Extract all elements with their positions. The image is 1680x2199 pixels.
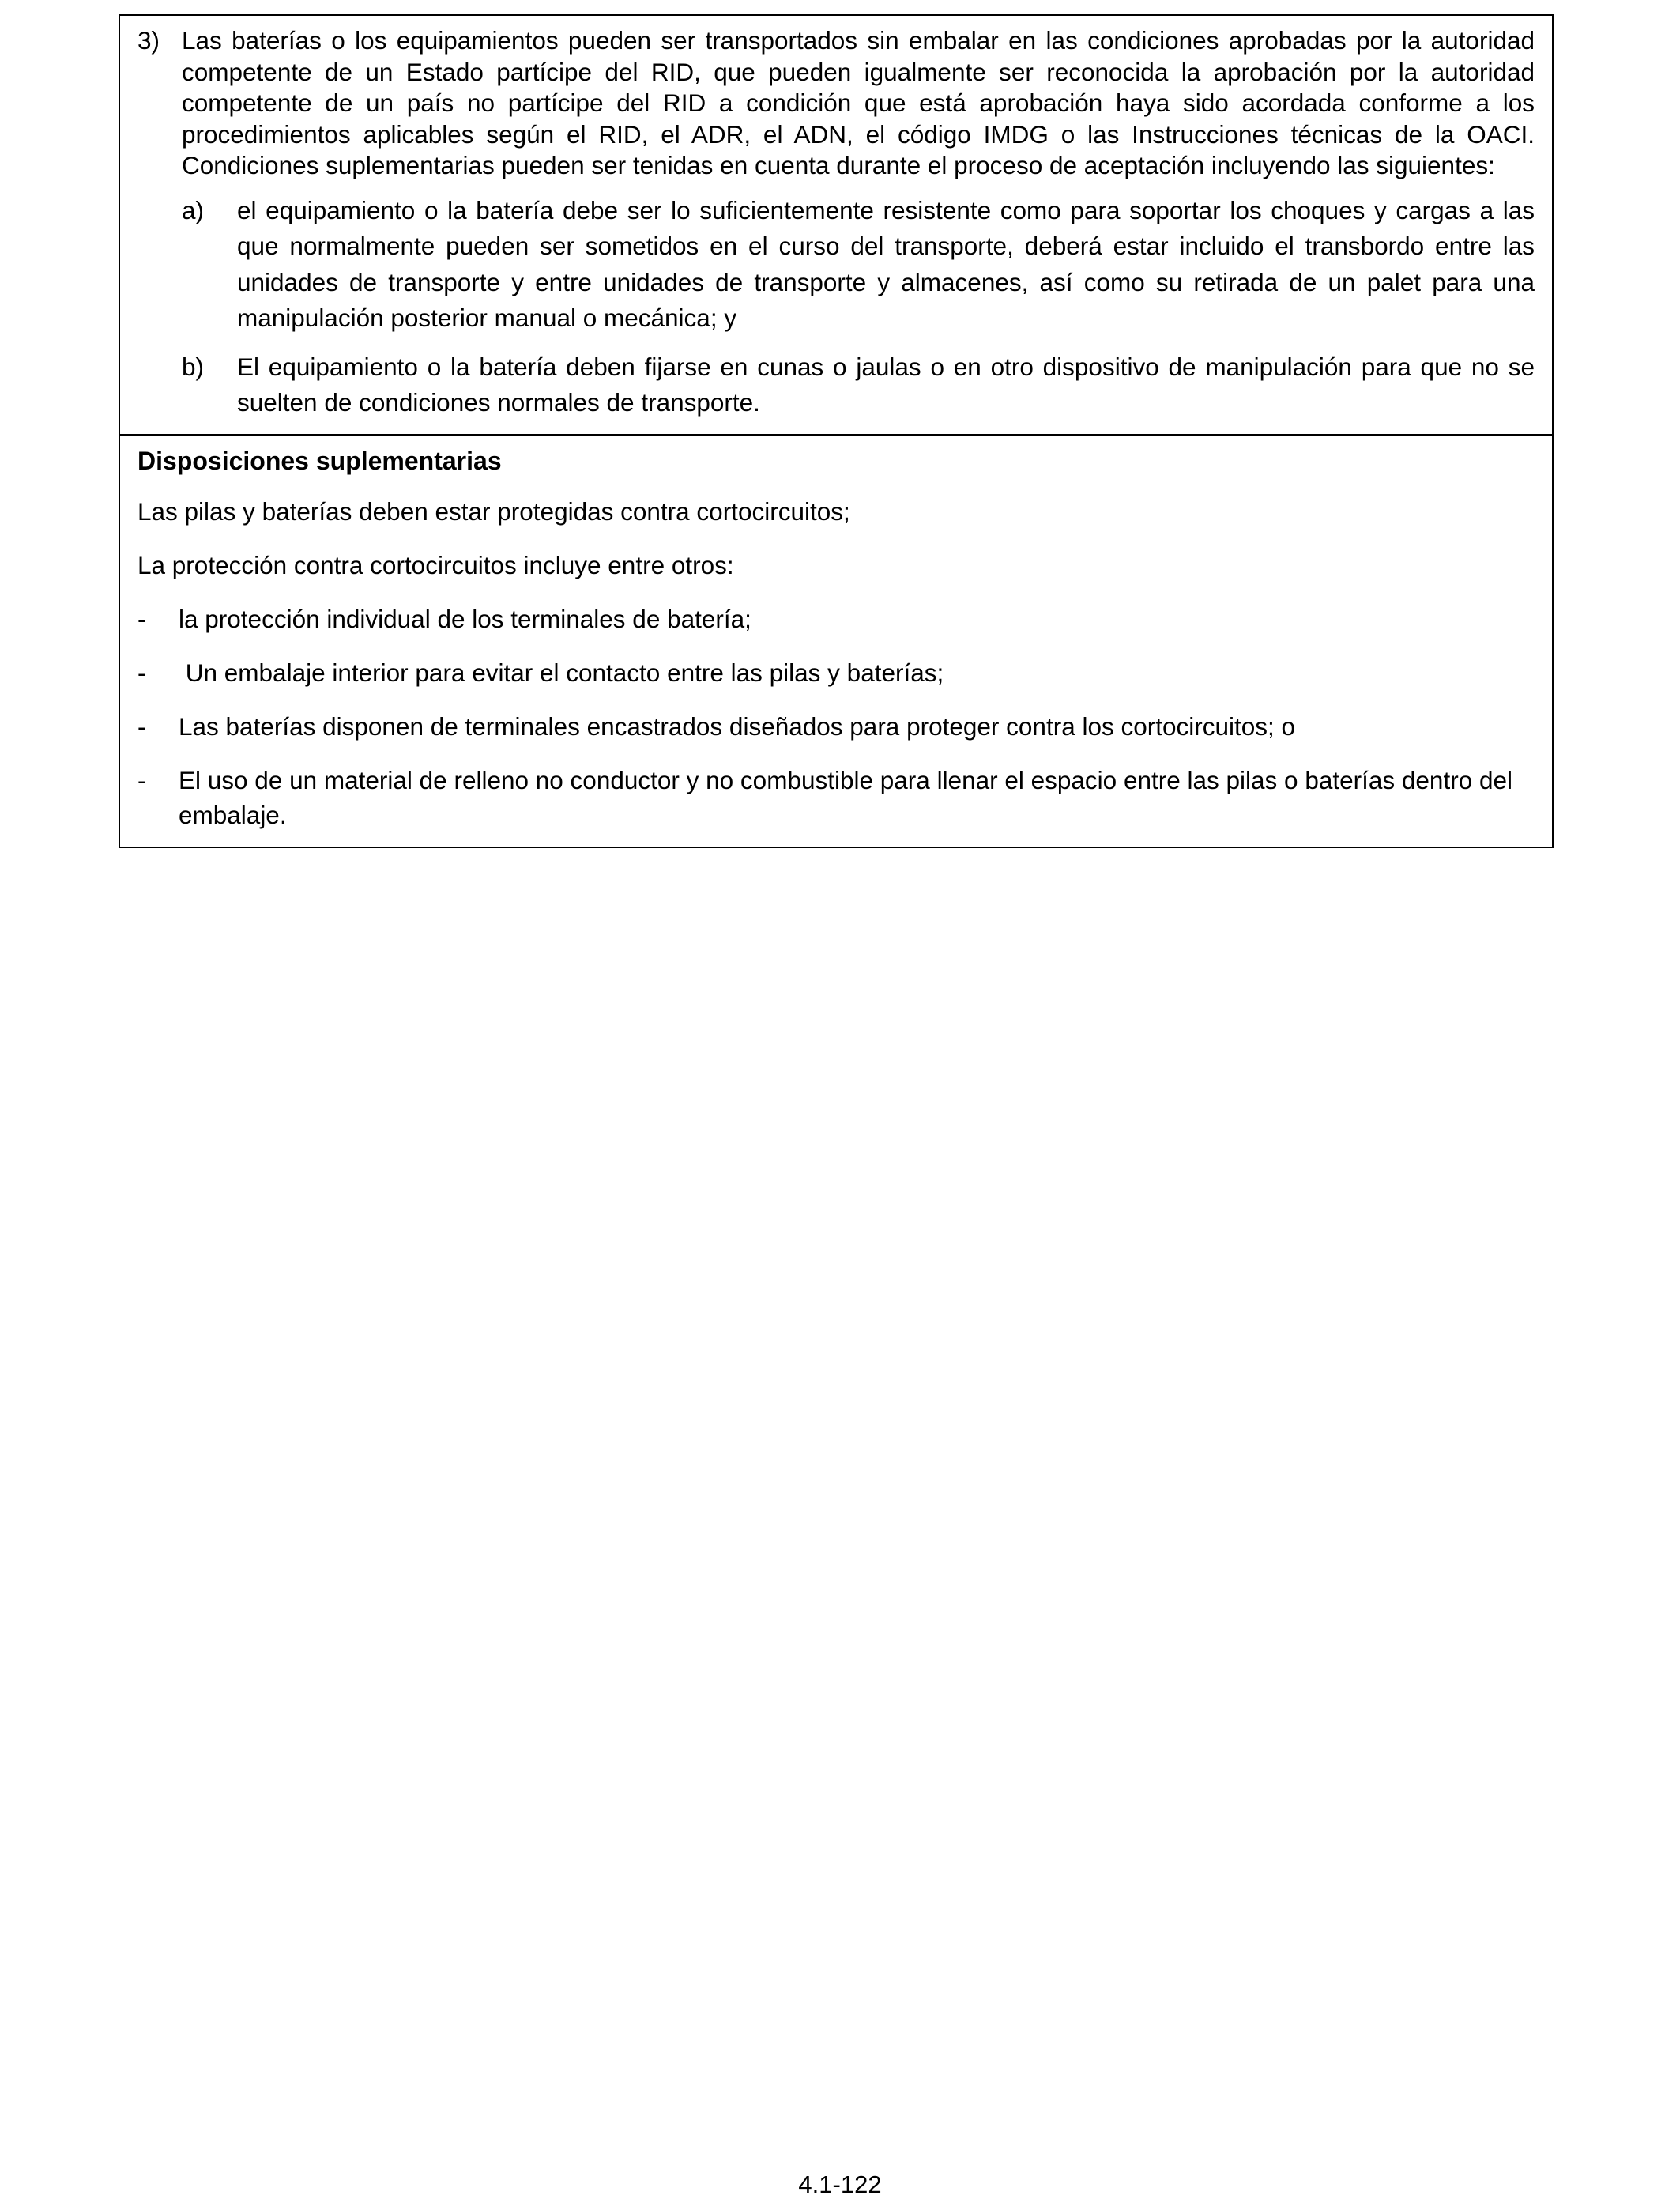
list-item [137,655,1535,690]
item-3-number: 3) [137,26,160,55]
item-3-text: Las baterías o los equipamientos pueden ser transportados sin embalar en las condiciones aprobadas por la autoridad competente de un Estado partícipe del RID, que pueden igualmente ser reconocida la aprobación por la autoridad competente de un país no partícipe del RID a condición que está aprobación haya sido acordada conforme a los procedimientos aplicables según el RID, el ADR, el ADN, el código IMDG o las Instrucciones técnicas de la OACI. Condiciones suplementarias pueden ser tenidas en cuenta durante el proceso de aceptación incluyendo las siguientes: [182,26,1535,179]
subitem-b [182,349,1535,421]
dash-marker: - [137,604,146,633]
dash-marker: - [137,711,146,741]
list-item-text: Un embalaje interior para evitar el contacto entre las pilas y baterías; [179,658,944,687]
dash-marker: - [137,658,146,687]
provisions-table [119,14,1554,848]
supplementary-line-2: La protección contra cortocircuitos incluye entre otros: [137,550,734,579]
item-3-cell [120,16,1552,436]
list-item [137,602,1535,636]
list-item-text: la protección individual de los terminales de batería; [179,604,751,633]
supplementary-heading: Disposiciones suplementarias [137,446,502,475]
subitem-a-label: a) [182,195,205,224]
supplementary-line-1: Las pilas y baterías deben estar protegidas contra cortocircuitos; [137,496,850,526]
supplementary-cell [120,436,1552,847]
list-item [137,709,1535,744]
subitem-a-text: el equipamiento o la batería debe ser lo suficientemente resistente como para soportar los choques y cargas a las que normalmente pueden ser sometidos en el curso del transporte, deberá estar incluido el transbordo entre las unidades de transporte y entre unidades de transporte y almacenes, así como su retirada de un palet para una manipulación posterior manual o mecánica; y [237,195,1535,332]
dash-marker: - [137,765,146,794]
list-item-text: El uso de un material de relleno no conductor y no combustible para llenar el espacio entre las pilas o baterías dentro del embalaje. [179,765,1513,829]
item-3-paragraph [137,25,1535,182]
subitem-a [182,193,1535,337]
list-item-text: Las baterías disponen de terminales encastrados diseñados para proteger contra los cortocircuitos; o [179,711,1296,741]
subitem-b-label: b) [182,352,205,381]
list-item [137,763,1535,832]
subitem-b-text: El equipamiento o la batería deben fijarse en cunas o jaulas o en otro dispositivo de manipulación para que no se suelten de condiciones normales de transporte. [237,352,1535,417]
page-number: 4.1-122 [798,2171,882,2198]
